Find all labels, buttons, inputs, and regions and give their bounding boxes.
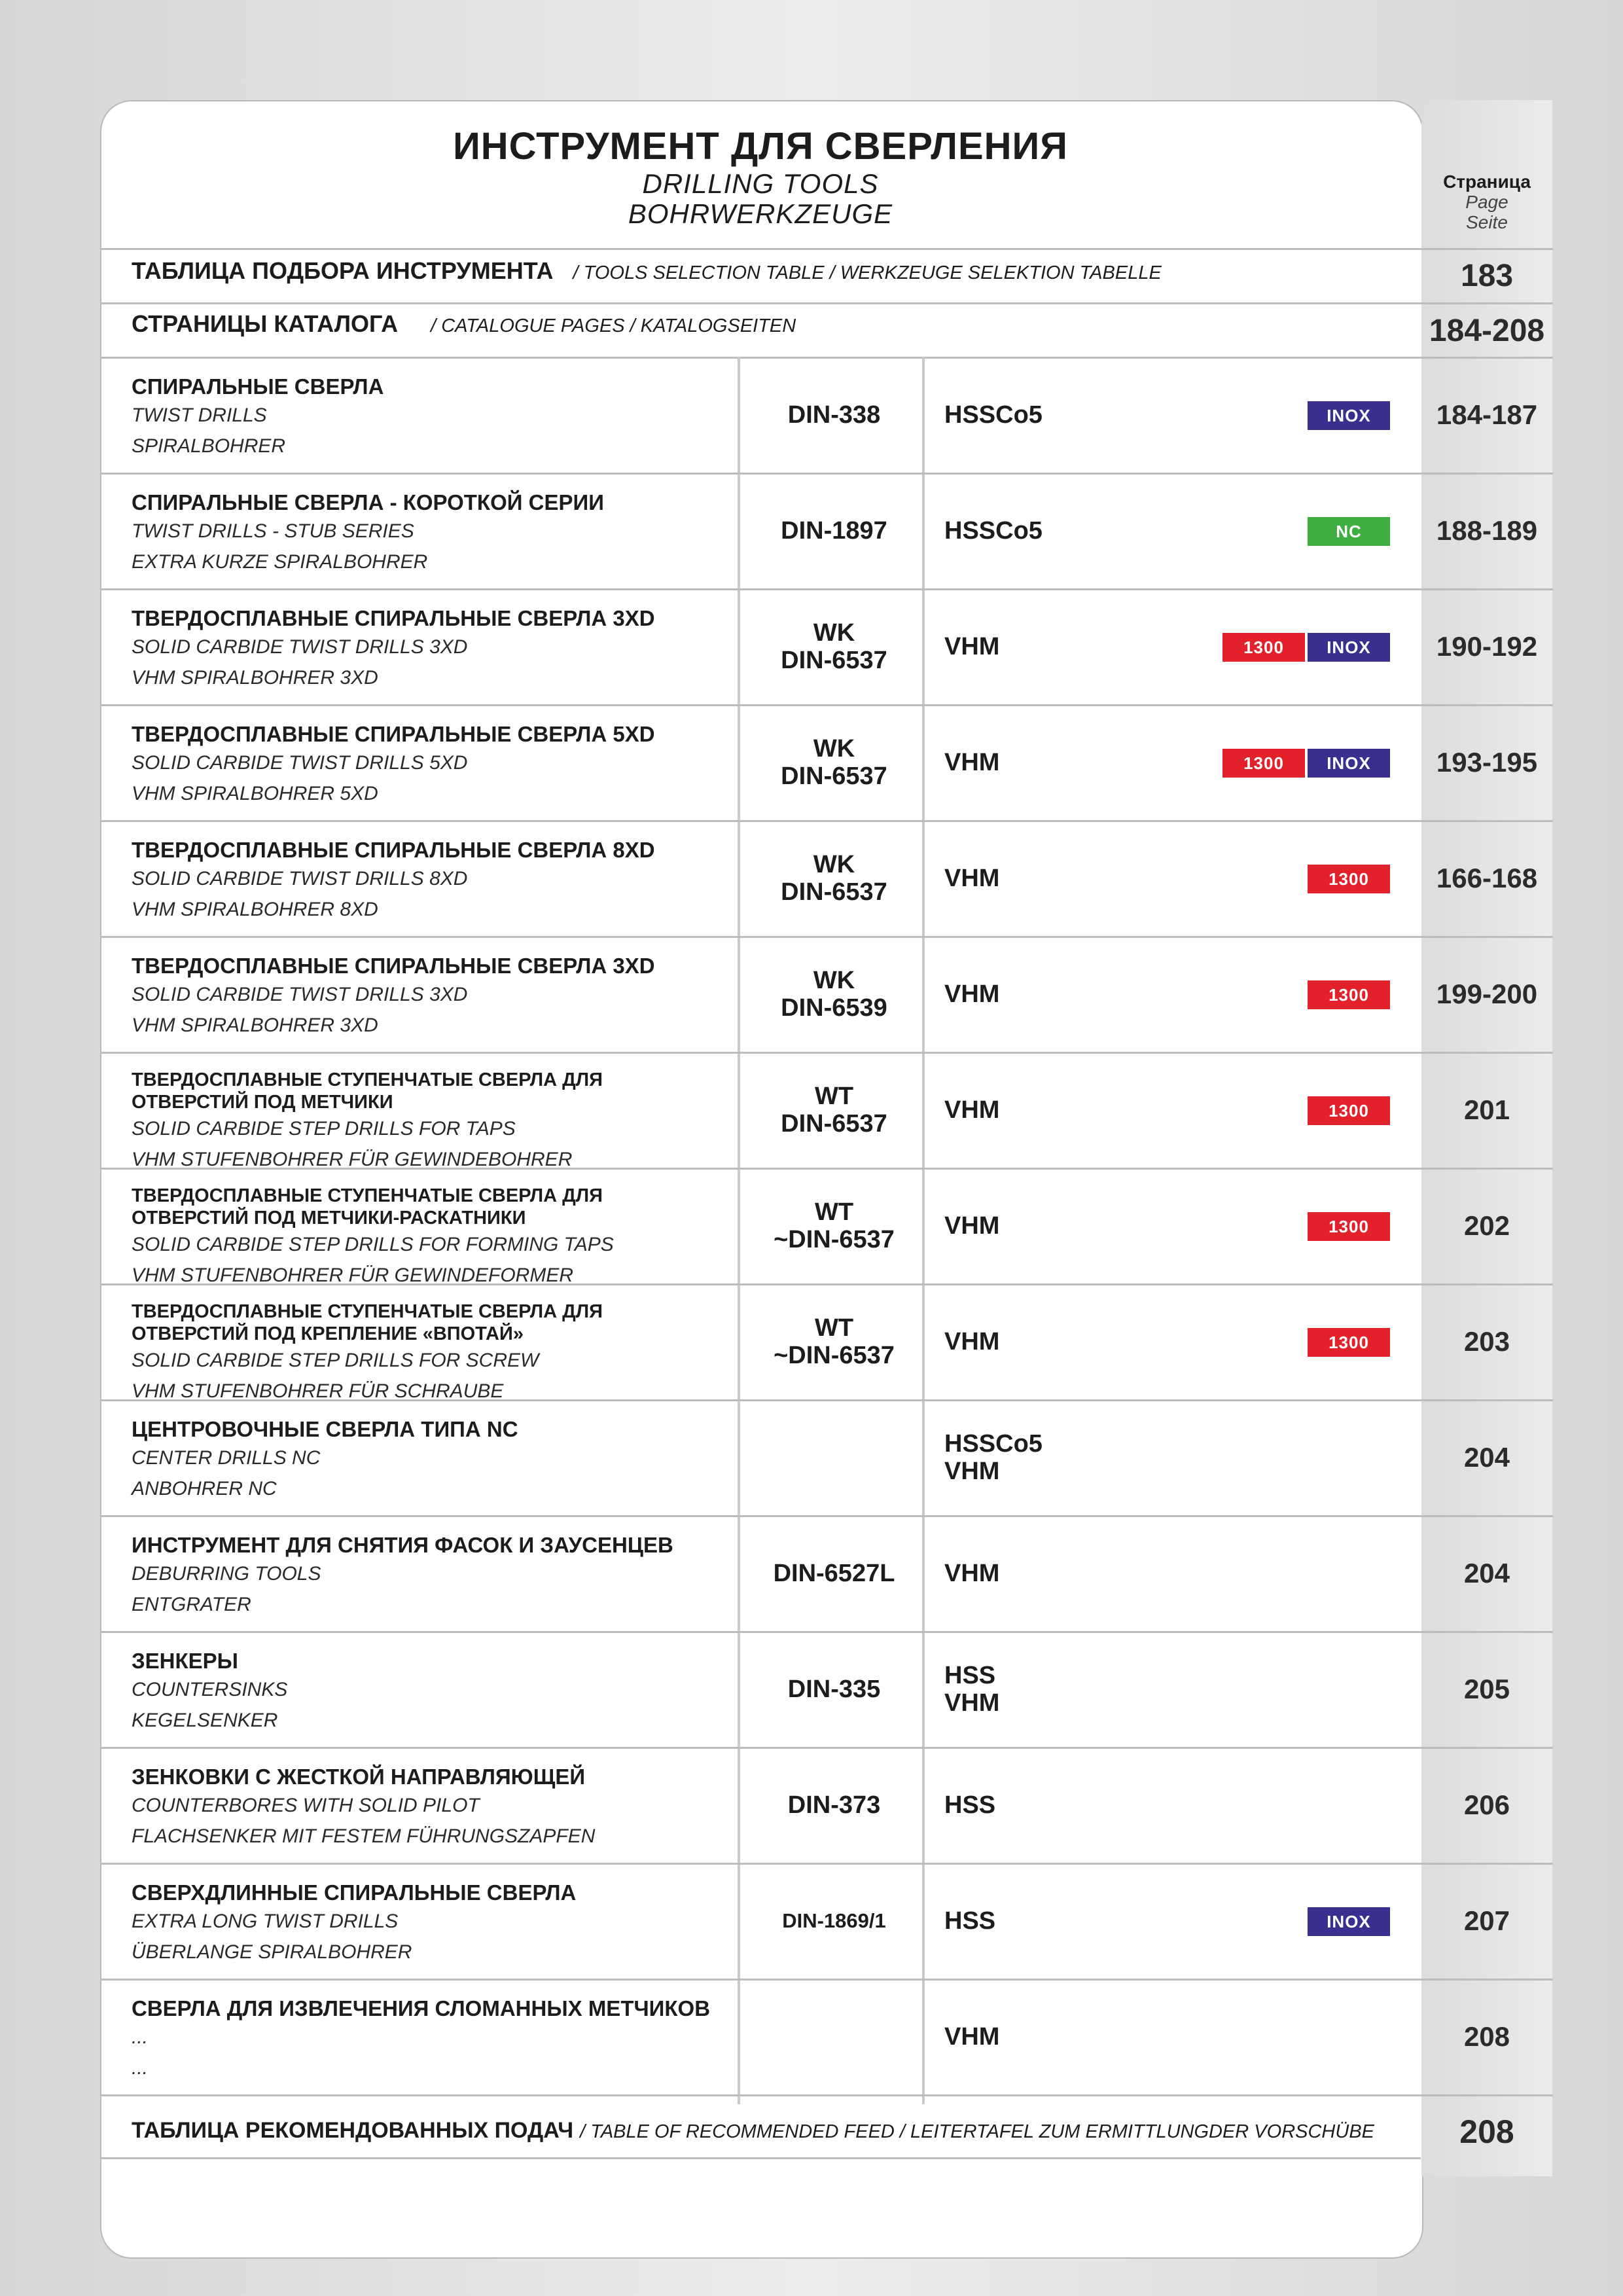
tool-name — [132, 1648, 832, 1736]
title-ru: ИНСТРУМЕНТ ДЛЯ СВЕРЛЕНИЯ — [453, 125, 1068, 168]
material-cell — [944, 1631, 999, 1747]
standard-cell — [741, 936, 927, 1052]
material-value: VHM — [944, 1689, 1000, 1717]
page-number: 199-200 — [1436, 978, 1538, 1009]
tool-name-en: COUNTERSINKS — [132, 1679, 288, 1700]
badge-group — [1308, 1212, 1390, 1241]
page-number: 184-187 — [1436, 399, 1538, 430]
page-number: 206 — [1463, 1789, 1510, 1820]
table-row[interactable] — [100, 1631, 1553, 1747]
standard-cell — [741, 1515, 927, 1631]
badge-1300: 1300 — [1308, 1212, 1390, 1241]
standard-value: DIN-373 — [787, 1791, 881, 1819]
tool-name — [132, 374, 832, 461]
badge-inox: INOX — [1308, 401, 1390, 430]
page-number: 203 — [1463, 1325, 1510, 1357]
badge-group — [1222, 633, 1390, 662]
standard-cell — [741, 704, 927, 820]
tool-name-en: EXTRA LONG TWIST DRILLS — [132, 1910, 399, 1932]
tool-name-en: ... — [132, 2026, 149, 2048]
table-row[interactable] — [100, 936, 1553, 1052]
standard-cell — [741, 1863, 927, 1979]
tool-name — [132, 837, 832, 925]
material-value: HSS — [944, 1661, 996, 1689]
tool-name-de: VHM STUFENBOHRER FÜR SCHRAUBE — [132, 1380, 504, 1402]
badge-nc: NC — [1308, 517, 1390, 546]
badge-1300: 1300 — [1308, 1096, 1390, 1125]
material-value: VHM — [944, 632, 1000, 660]
standard-value: ~DIN-6537 — [774, 1341, 895, 1369]
page-number: 190-192 — [1436, 630, 1538, 662]
standard-value: DIN-338 — [787, 401, 881, 429]
material-cell — [944, 1399, 1043, 1515]
standard-cell — [741, 588, 927, 704]
material-value: HSSCo5 — [944, 516, 1043, 545]
tool-name — [132, 721, 832, 809]
divider — [100, 2157, 1421, 2159]
standard-cell — [741, 1979, 927, 2094]
tool-name-ru: СПИРАЛЬНЫЕ СВЕРЛА - КОРОТКОЙ СЕРИИ — [132, 490, 604, 514]
table-row[interactable] — [100, 1515, 1553, 1631]
tool-name-ru-line2: ОТВЕРСТИЙ ПОД КРЕПЛЕНИЕ «ВПОТАЙ» — [132, 1323, 524, 1344]
badge-group — [1308, 401, 1390, 430]
tool-name-en: CENTER DRILLS NC — [132, 1447, 321, 1469]
tool-name-de: VHM STUFENBOHRER FÜR GEWINDEFORMER — [132, 1265, 573, 1286]
material-cell — [944, 1283, 999, 1399]
tool-name-ru: ЦЕНТРОВОЧНЫЕ СВЕРЛА ТИПА NC — [132, 1417, 518, 1441]
table-row[interactable] — [100, 588, 1553, 704]
standard-value: WK — [813, 734, 855, 762]
page-number: 166-168 — [1436, 862, 1538, 893]
page-number: 202 — [1463, 1210, 1510, 1241]
material-value: HSSCo5 — [944, 1429, 1043, 1458]
tool-name-ru: ТВЕРДОСПЛАВНЫЕ СПИРАЛЬНЫЕ СВЕРЛА 5XD — [132, 722, 655, 746]
feed-subtitle: / TABLE OF RECOMMENDED FEED / LEITERTAFEL ZUM ERMITTLUNGDER VORSCHÜBE — [580, 2121, 1375, 2142]
material-cell — [944, 1747, 995, 1863]
tool-name-en: SOLID CARBIDE TWIST DRILLS 3XD — [132, 984, 468, 1005]
standard-value: DIN-6537 — [781, 646, 887, 674]
material-cell — [944, 588, 999, 704]
tool-name-ru: ЗЕНКОВКИ С ЖЕСТКОЙ НАПРАВЛЯЮЩЕЙ — [132, 1765, 586, 1789]
material-cell — [944, 936, 999, 1052]
tool-name-en: DEBURRING TOOLS — [132, 1563, 321, 1585]
title-de: BOHRWERKZEUGE — [628, 198, 893, 229]
tool-name-en: COUNTERBORES WITH SOLID PILOT — [132, 1795, 480, 1816]
tool-name — [132, 1764, 832, 1852]
standard-value: WT — [814, 1314, 854, 1342]
tool-name-ru-line2: ОТВЕРСТИЙ ПОД МЕТЧИКИ — [132, 1092, 393, 1113]
tool-name-en: SOLID CARBIDE STEP DRILLS FOR TAPS — [132, 1118, 516, 1139]
badge-group — [1308, 865, 1390, 893]
tool-name-ru: ИНСТРУМЕНТ ДЛЯ СНЯТИЯ ФАСОК И ЗАУСЕНЦЕВ — [132, 1533, 673, 1557]
tool-name-de: ANBOHRER NC — [132, 1478, 277, 1499]
badge-group — [1308, 980, 1390, 1009]
divider — [100, 302, 1553, 304]
tool-name-de: KEGELSENKER — [132, 1710, 278, 1731]
selection-subtitle: / TOOLS SELECTION TABLE / WERKZEUGE SELEKTION TABELLE — [573, 262, 1162, 283]
standard-value: WT — [814, 1082, 854, 1110]
material-value: HSS — [944, 1791, 996, 1819]
tool-name — [132, 490, 832, 577]
table-row[interactable] — [100, 704, 1553, 820]
catalogue-subtitle: / CATALOGUE PAGES / KATALOGSEITEN — [431, 315, 796, 336]
material-cell — [944, 357, 1043, 473]
tool-name-de: VHM SPIRALBOHRER 5XD — [132, 783, 378, 804]
table-row[interactable] — [100, 1168, 1553, 1286]
table-row[interactable] — [100, 820, 1553, 936]
standard-value: DIN-335 — [787, 1675, 881, 1703]
tool-name-de: VHM STUFENBOHRER FÜR GEWINDEBOHRER — [132, 1149, 573, 1170]
table-row[interactable] — [100, 357, 1553, 473]
tool-name — [132, 1532, 832, 1620]
standard-value: DIN-6537 — [781, 762, 887, 790]
standard-value: WK — [813, 850, 855, 878]
tool-name-de: FLACHSENKER MIT FESTEM FÜHRUNGSZAPFEN — [132, 1825, 596, 1847]
catalogue-page: 184-208 — [1429, 314, 1545, 348]
standard-cell — [741, 1631, 927, 1747]
tool-name-ru: ТВЕРДОСПЛАВНЫЕ СТУПЕНЧАТЫЕ СВЕРЛА ДЛЯ — [132, 1301, 603, 1322]
badge-group — [1308, 1907, 1390, 1936]
material-cell — [944, 704, 999, 820]
standard-value: DIN-6539 — [781, 994, 887, 1022]
standard-value: DIN-6537 — [781, 1109, 887, 1138]
material-cell — [944, 1515, 999, 1631]
material-value: VHM — [944, 748, 1000, 776]
standard-value: DIN-6537 — [781, 878, 887, 906]
tool-name-en: TWIST DRILLS - STUB SERIES — [132, 520, 414, 542]
tool-name — [132, 605, 832, 693]
standard-value: WK — [813, 619, 855, 647]
material-value: HSS — [944, 1907, 996, 1935]
badge-1300: 1300 — [1222, 633, 1305, 662]
feed-page: 208 — [1459, 2113, 1514, 2150]
table-row[interactable] — [100, 1863, 1553, 1979]
table-row[interactable] — [100, 1399, 1553, 1515]
tool-name-en: SOLID CARBIDE STEP DRILLS FOR SCREW — [132, 1350, 539, 1371]
page-header-de: Seite — [1466, 212, 1508, 232]
tool-name-ru: ТВЕРДОСПЛАВНЫЕ СПИРАЛЬНЫЕ СВЕРЛА 3XD — [132, 606, 655, 630]
standard-value: WT — [814, 1198, 854, 1226]
tool-name-ru: СВЕРЛА ДЛЯ ИЗВЛЕЧЕНИЯ СЛОМАННЫХ МЕТЧИКОВ — [132, 1996, 711, 2020]
standard-cell — [741, 357, 927, 473]
tool-name — [132, 953, 832, 1041]
tool-name-ru: СВЕРХДЛИННЫЕ СПИРАЛЬНЫЕ СВЕРЛА — [132, 1880, 577, 1905]
standard-cell — [741, 1399, 927, 1515]
table-row[interactable] — [100, 1747, 1553, 1863]
page-header-ru: Страница — [1443, 171, 1531, 192]
standard-value: WK — [813, 966, 855, 994]
selection-title: ТАБЛИЦА ПОДБОРА ИНСТРУМЕНТА — [132, 257, 554, 284]
tool-name-ru: ТВЕРДОСПЛАВНЫЕ СПИРАЛЬНЫЕ СВЕРЛА 8XD — [132, 838, 655, 862]
standard-cell — [741, 1747, 927, 1863]
tool-name-en: TWIST DRILLS — [132, 404, 267, 426]
page-header-en: Page — [1465, 192, 1508, 212]
tool-name-ru: СПИРАЛЬНЫЕ СВЕРЛА — [132, 374, 384, 399]
material-value: VHM — [944, 2022, 1000, 2051]
tool-name-ru: ТВЕРДОСПЛАВНЫЕ СТУПЕНЧАТЫЕ СВЕРЛА ДЛЯ — [132, 1069, 603, 1090]
tool-name-de: ... — [132, 2057, 149, 2079]
tool-name-de: VHM SPIRALBOHRER 3XD — [132, 1014, 378, 1036]
badge-group — [1308, 1096, 1390, 1125]
catalogue-pages-link[interactable] — [132, 310, 796, 343]
tool-name-de: SPIRALBOHRER — [132, 435, 286, 457]
page-number: 193-195 — [1436, 746, 1538, 778]
badge-1300: 1300 — [1308, 865, 1390, 893]
page-number: 188-189 — [1436, 514, 1538, 546]
tool-name-de: VHM SPIRALBOHRER 8XD — [132, 899, 378, 920]
page-number: 204 — [1463, 1557, 1510, 1588]
material-value: VHM — [944, 864, 1000, 892]
row-divider — [100, 2094, 1553, 2096]
material-value: VHM — [944, 1457, 1000, 1485]
table-row[interactable] — [100, 1052, 1553, 1168]
material-value: VHM — [944, 1327, 1000, 1355]
feed-title: ТАБЛИЦА РЕКОМЕНДОВАННЫХ ПОДАЧ — [132, 2118, 574, 2143]
material-value: VHM — [944, 1211, 1000, 1240]
material-cell — [944, 820, 999, 936]
page-number: 207 — [1463, 1905, 1510, 1936]
badge-inox: INOX — [1308, 749, 1390, 778]
tool-name — [132, 1300, 832, 1407]
material-value: VHM — [944, 1559, 1000, 1587]
material-value: HSSCo5 — [944, 401, 1043, 429]
material-cell — [944, 1979, 999, 2094]
badge-1300: 1300 — [1308, 980, 1390, 1009]
material-cell — [944, 473, 1043, 588]
tool-name-en: SOLID CARBIDE TWIST DRILLS 3XD — [132, 636, 468, 658]
badge-group — [1222, 749, 1390, 778]
material-cell — [944, 1863, 995, 1979]
tool-name-de: EXTRA KURZE SPIRALBOHRER — [132, 551, 428, 573]
title-en: DRILLING TOOLS — [642, 168, 879, 199]
standard-value: DIN-1869/1 — [782, 1909, 886, 1932]
tool-name-ru: ТВЕРДОСПЛАВНЫЕ СТУПЕНЧАТЫЕ СВЕРЛА ДЛЯ — [132, 1185, 603, 1206]
tool-name-de: ENTGRATER — [132, 1594, 251, 1615]
badge-1300: 1300 — [1222, 749, 1305, 778]
table-row[interactable] — [100, 1979, 1553, 2094]
selection-page: 183 — [1460, 259, 1514, 293]
tool-name-en: SOLID CARBIDE TWIST DRILLS 8XD — [132, 868, 468, 889]
material-cell — [944, 1168, 999, 1283]
standard-value: ~DIN-6537 — [774, 1225, 895, 1253]
tool-name-de: ÜBERLANGE SPIRALBOHRER — [132, 1941, 412, 1963]
material-cell — [944, 1052, 999, 1168]
divider — [100, 248, 1553, 250]
standard-value: DIN-6527L — [773, 1559, 895, 1587]
standard-cell — [741, 1168, 927, 1283]
tool-name — [132, 1416, 832, 1504]
tool-name-en: SOLID CARBIDE TWIST DRILLS 5XD — [132, 752, 468, 774]
badge-group — [1308, 1328, 1390, 1357]
standard-cell — [741, 820, 927, 936]
table-row[interactable] — [100, 473, 1553, 588]
table-row[interactable] — [100, 1283, 1553, 1402]
catalogue-title: СТРАНИЦЫ КАТАЛОГА — [132, 310, 399, 337]
feed-table-link[interactable] — [132, 2116, 1374, 2149]
page-number: 208 — [1463, 2020, 1510, 2052]
page-number: 205 — [1463, 1673, 1510, 1704]
badge-group — [1308, 517, 1390, 546]
tool-name — [132, 1996, 832, 2083]
tool-name — [132, 1880, 832, 1967]
tool-name-ru-line2: ОТВЕРСТИЙ ПОД МЕТЧИКИ-РАСКАТНИКИ — [132, 1208, 526, 1229]
standard-cell — [741, 473, 927, 588]
tool-name-de: VHM SPIRALBOHRER 3XD — [132, 667, 378, 689]
badge-inox: INOX — [1308, 633, 1390, 662]
page-number: 204 — [1463, 1441, 1510, 1473]
material-value: VHM — [944, 1096, 1000, 1124]
tool-name-ru: ТВЕРДОСПЛАВНЫЕ СПИРАЛЬНЫЕ СВЕРЛА 3XD — [132, 954, 655, 978]
material-value: VHM — [944, 980, 1000, 1008]
tool-name-en: SOLID CARBIDE STEP DRILLS FOR FORMING TAPS — [132, 1234, 614, 1255]
tool-name — [132, 1185, 832, 1291]
standard-cell — [741, 1052, 927, 1168]
standard-value: DIN-1897 — [781, 516, 887, 545]
tool-name — [132, 1069, 832, 1175]
tool-name-ru: ЗЕНКЕРЫ — [132, 1649, 238, 1673]
standard-cell — [741, 1283, 927, 1399]
badge-inox: INOX — [1308, 1907, 1390, 1936]
badge-1300: 1300 — [1308, 1328, 1390, 1357]
page-number: 201 — [1463, 1094, 1510, 1125]
selection-table-link[interactable] — [132, 257, 1162, 290]
